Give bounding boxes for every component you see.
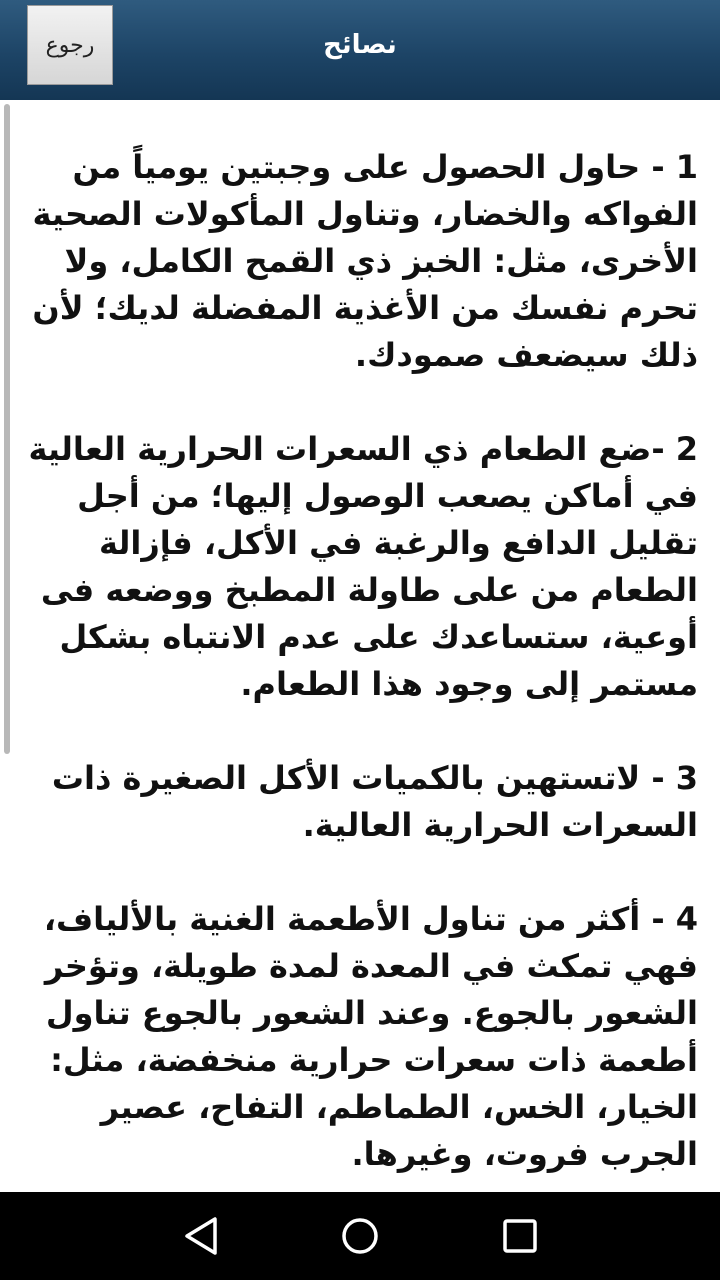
page-title: نصائح — [323, 30, 397, 60]
tips-list — [18, 144, 698, 1192]
back-button[interactable]: رجوع — [27, 5, 113, 85]
system-nav-bar — [0, 1192, 720, 1280]
recents-icon[interactable] — [494, 1210, 546, 1262]
scrollbar[interactable] — [4, 104, 10, 754]
tip-item: 3 - لاتستهين بالكميات الأكل الصغيرة ذات السعرات الحرارية العالية. — [51, 759, 698, 844]
tip-item: 1 - حاول الحصول على وجبتين يومياً من الفواكه والخضار، وتناول المأكولات الصحية الأخرى، مثل: الخبز ذي القمح الكامل، ولا تحرم نفسك من الأغذية المفضلة لديك؛ لأن ذلك سيضعف صمودك. — [32, 148, 698, 374]
back-icon[interactable] — [175, 1210, 227, 1262]
tip-item: 2 -ضع الطعام ذي السعرات الحرارية العالية في أماكن يصعب الوصول إليها؛ من أجل تقليل الدافع والرغبة في الأكل، فإزالة الطعام من على طاولة المطبخ ووضعه فى أوعية، ستساعدك على عدم الانتباه بشكل مستمر إلى وجود هذا الطعام. — [28, 430, 698, 703]
tip-item: 4 - أكثر من تناول الأطعمة الغنية بالألياف، فهي تمكث في المعدة لمدة طويلة، وتؤخر الشعور بالجوع. وعند الشعور بالجوع تناول أطعمة ذات سعرات حرارية منخفضة، مثل: الخيار، الخس، الطماطم، التفاح، عصير الجرب فروت، وغيرها. — [43, 900, 698, 1173]
home-icon[interactable] — [334, 1210, 386, 1262]
app-bar — [0, 0, 720, 100]
tips-content[interactable] — [0, 100, 720, 1192]
